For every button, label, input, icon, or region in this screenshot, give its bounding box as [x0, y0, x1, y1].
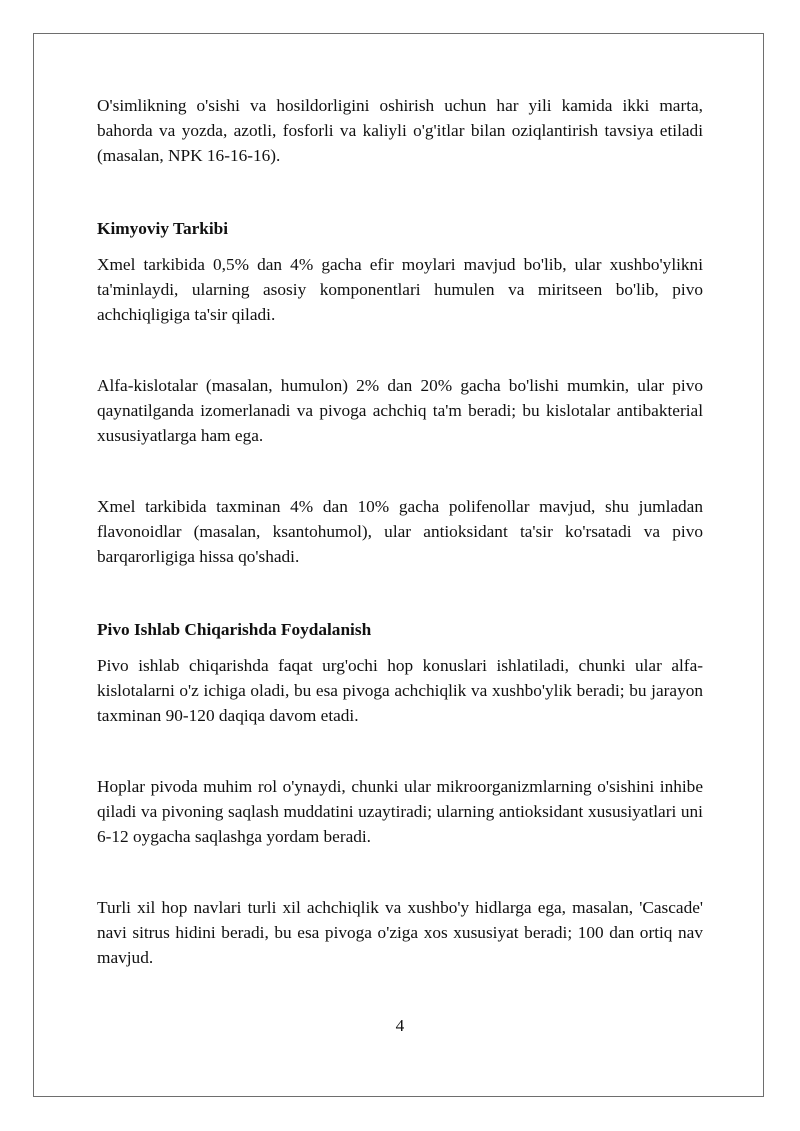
page-number: 4 — [395, 1016, 405, 1035]
paragraph: Xmel tarkibida 0,5% dan 4% gacha efir moylari mavjud bo'lib, ular xushbo'ylikni ta'minlaydi, ularning asosiy komponentlari humulen va miritseen bo'lib, pivo achchiqligiga ta'sir qiladi. — [97, 255, 703, 324]
paragraph: Hoplar pivoda muhim rol o'ynaydi, chunki ular mikroorganizmlarning o'sishini inhibe qiladi va pivoning saqlash muddatini uzaytiradi; ularning antioksidant xususiyatlari uni 6-12 oygacha saqlashga yordam beradi. — [97, 777, 703, 846]
paragraph: Xmel tarkibida taxminan 4% dan 10% gacha polifenollar mavjud, shu jumladan flavonoidlar (masalan, ksantohumol), ular antioksidant ta'sir ko'rsatadi va pivo barqarorligiga hissa qo'shadi. — [97, 497, 703, 566]
paragraph-intro: O'simlikning o'sishi va hosildorligini oshirish uchun har yili kamida ikki marta, bahorda va yozda, azotli, fosforli va kaliyli o'g'itlar bilan oziqlantirish tavsiya etiladi (masalan, NPK 16-16-16). — [97, 96, 703, 165]
paragraph: Alfa-kislotalar (masalan, humulon) 2% dan 20% gacha bo'lishi mumkin, ular pivo qaynatilganda izomerlanadi va pivoga achchiq ta'm beradi; bu kislotalar antibakterial xususiyatlarga ham ega. — [97, 376, 703, 445]
section-heading-kimyoviy-tarkibi: Kimyoviy Tarkibi — [97, 219, 229, 238]
section-heading-pivo-ishlab-chiqarishda: Pivo Ishlab Chiqarishda Foydalanish — [97, 620, 372, 639]
document-body — [97, 93, 703, 970]
paragraph: Pivo ishlab chiqarishda faqat urg'ochi hop konuslari ishlatiladi, chunki ular alfa-kislotalarni o'z ichiga oladi, bu esa pivoga achchiqlik va xushbo'ylik beradi; bu jarayon taxminan 90-120 daqiqa davom etadi. — [97, 656, 703, 725]
paragraph: Turli xil hop navlari turli xil achchiqlik va xushbo'y hidlarga ega, masalan, 'Cascade' navi sitrus hidini beradi, bu esa pivoga o'ziga xos xususiyat beradi; 100 dan ortiq nav mavjud. — [97, 898, 703, 967]
